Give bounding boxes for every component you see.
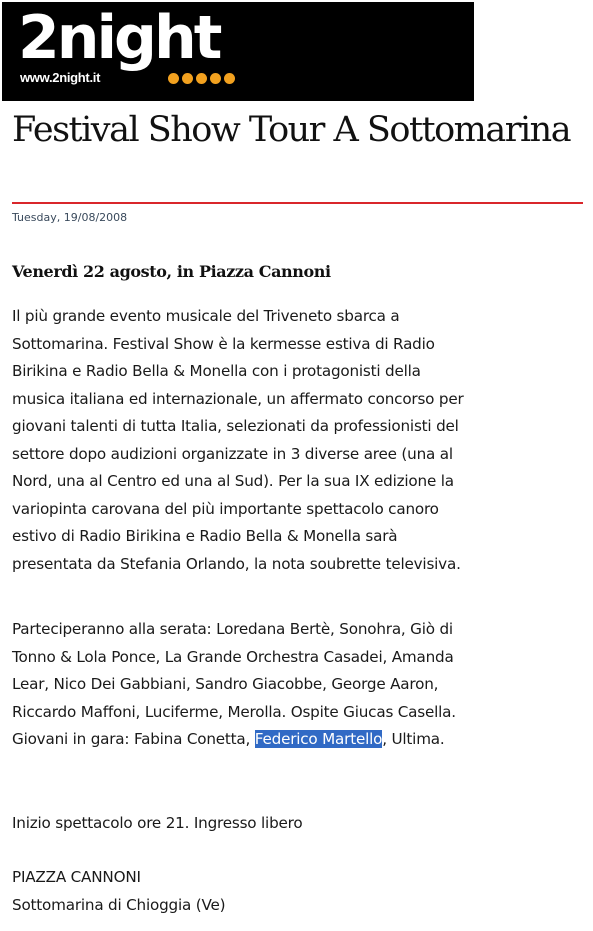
selected-text-highlight[interactable]: Federico Martello — [254, 730, 383, 748]
paragraph-line: Parteciperanno alla serata: Loredana Bertè, Sonohra, Giò di — [12, 620, 453, 638]
contestants-text-after: , Ultima. — [382, 730, 445, 748]
logo-dot — [196, 73, 207, 84]
paragraph-line: Il più grande evento musicale del Triveneto sbarca a — [12, 307, 400, 325]
paragraph-line-contestants — [12, 726, 587, 754]
paragraph-line: presentata da Stefania Orlando, la nota soubrette televisiva. — [12, 554, 461, 573]
paragraph-line: settore dopo audizioni organizzate in 3 diverse aree (una al — [12, 444, 453, 463]
site-logo[interactable] — [2, 2, 474, 101]
paragraph-line: estivo di Radio Birikina e Radio Bella & Monella sarà — [12, 527, 398, 545]
article-paragraph-lineup — [12, 616, 587, 754]
title-divider — [12, 202, 583, 204]
paragraph-line: variopinta carovana del più importante spettacolo canoro — [12, 499, 439, 518]
paragraph-line: Tonno & Lola Ponce, La Grande Orchestra Casadei, Amanda — [12, 647, 454, 666]
logo-dots-icon — [168, 73, 235, 84]
logo-dot — [182, 73, 193, 84]
paragraph-line: Nord, una al Centro ed una al Sud). Per la sua IX edizione la — [12, 472, 454, 490]
paragraph-line: Riccardo Maffoni, Luciferme, Merolla. Ospite Giucas Casella. — [12, 702, 456, 721]
article-title: Festival Show Tour A Sottomarina — [12, 110, 571, 150]
logo-dot — [210, 73, 221, 84]
venue-location: Sottomarina di Chioggia (Ve) — [12, 895, 226, 914]
paragraph-line: musica italiana ed internazionale, un affermato concorso per — [12, 389, 464, 408]
paragraph-line: Lear, Nico Dei Gabbiani, Sandro Giacobbe, George Aaron, — [12, 675, 439, 693]
article-paragraph-info — [12, 810, 587, 838]
venue-address — [12, 864, 587, 919]
logo-url: www.2night.it — [20, 70, 101, 85]
logo-wordmark: 2night — [18, 3, 220, 73]
article-subtitle: Venerdì 22 agosto, in Piazza Cannoni — [12, 262, 331, 281]
article-paragraph-intro — [12, 303, 587, 578]
logo-dot — [224, 73, 235, 84]
contestants-text-before: Giovani in gara: Fabina Conetta, — [12, 730, 255, 748]
paragraph-line: Birikina e Radio Bella & Monella con i protagonisti della — [12, 362, 421, 380]
paragraph-line: giovani talenti di tutta Italia, selezionati da professionisti del — [12, 417, 459, 435]
venue-name: PIAZZA CANNONI — [12, 868, 141, 886]
paragraph-line: Sottomarina. Festival Show è la kermesse estiva di Radio — [12, 334, 435, 353]
paragraph-line: Inizio spettacolo ore 21. Ingresso libero — [12, 814, 303, 832]
article-date: Tuesday, 19/08/2008 — [12, 211, 128, 224]
logo-dot — [168, 73, 179, 84]
